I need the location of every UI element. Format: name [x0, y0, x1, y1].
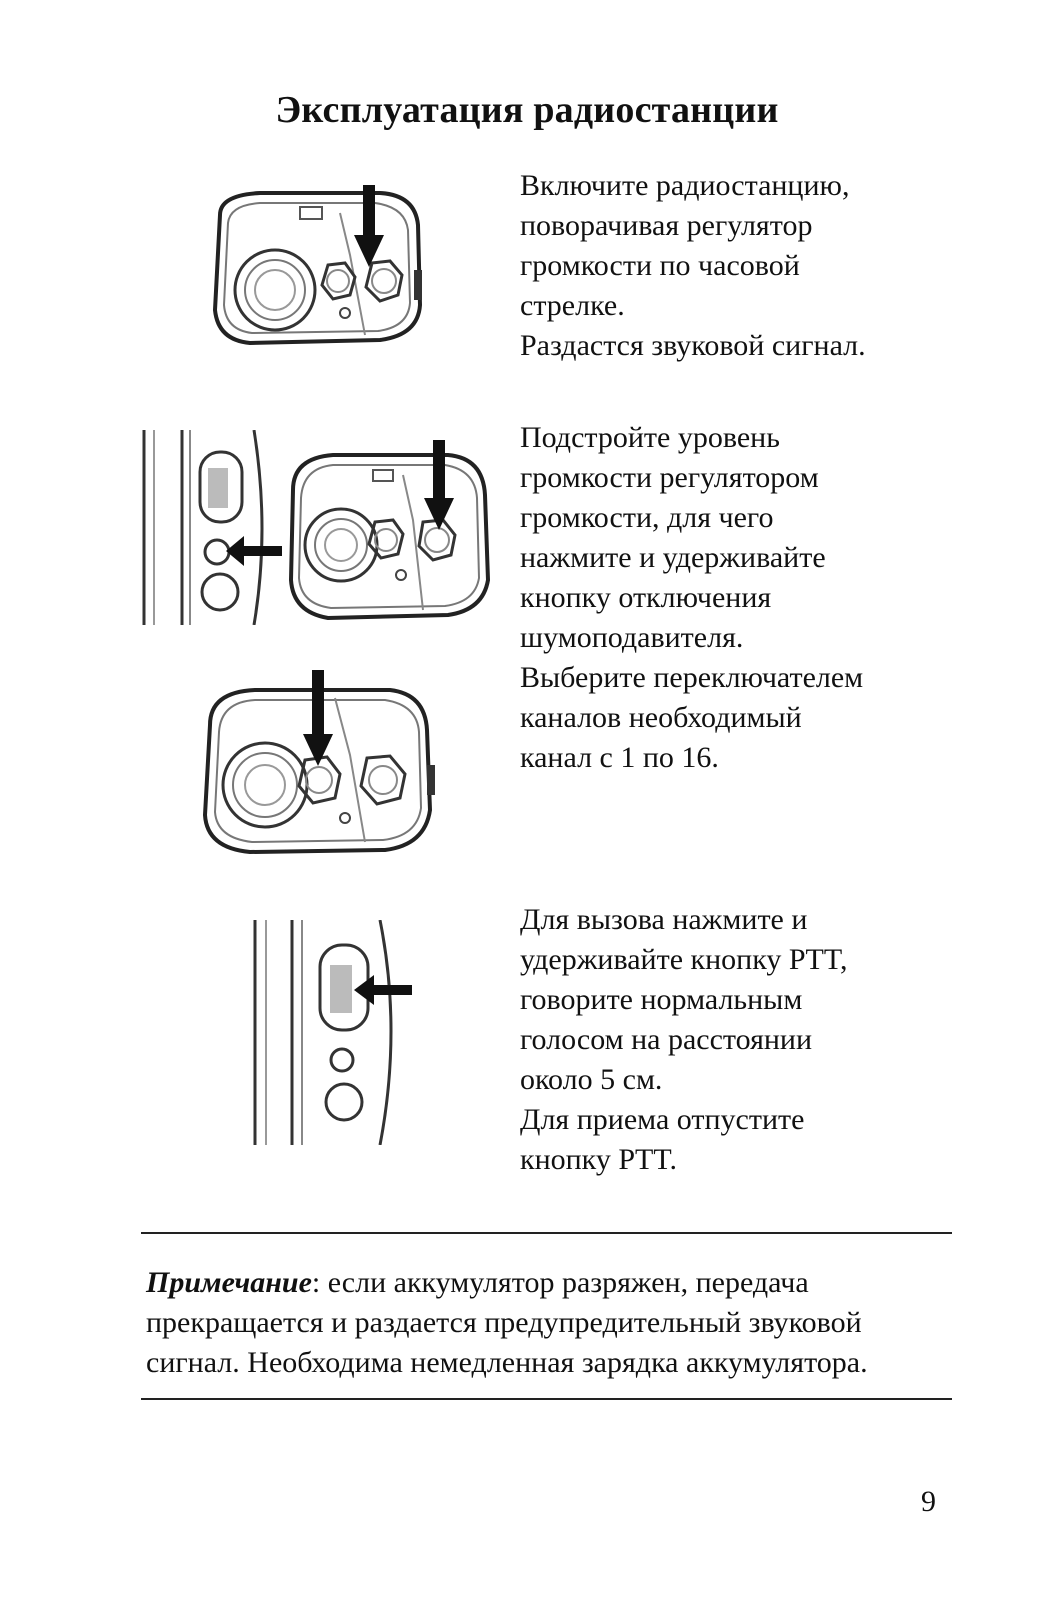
note: [146, 1263, 946, 1383]
instruction-ptt: Для вызова нажмите и удерживайте кнопку PTT, говорите нормальным голосом на расстоянии около 5 см. Для приема отпустите кнопку PTT.: [520, 903, 848, 1176]
radio-top-volume-figure: [200, 185, 440, 350]
note-top-rule: [141, 1232, 952, 1234]
radio-side-squelch-figure: [142, 430, 282, 625]
page-title: Эксплуатация радиостанции: [275, 89, 779, 131]
instruction-power-on: Включите радиостанцию, поворачивая регулятор громкости по часовой стрелке. Раздастся звуковой сигнал.: [520, 169, 866, 362]
note-bottom-rule: [141, 1398, 952, 1400]
instruction-volume-channel: Подстройте уровень громкости регулятором громкости, для чего нажмите и удерживайте кнопку отключения шумоподавителя. Выберите переключателем каналов необходимый канал с 1 по 16.: [520, 421, 864, 774]
page-number: 9: [921, 1485, 936, 1518]
radio-top-volume-figure-2: [283, 440, 493, 620]
note-text: : если аккумулятор разряжен, передача прекращается и раздается предупредительный звуковой сигнал. Необходима немедленная зарядка аккумулятора.: [146, 1266, 868, 1379]
note-label: Примечание: [146, 1266, 312, 1299]
radio-top-channel-figure: [195, 670, 445, 855]
radio-side-ptt-figure: [252, 920, 417, 1145]
